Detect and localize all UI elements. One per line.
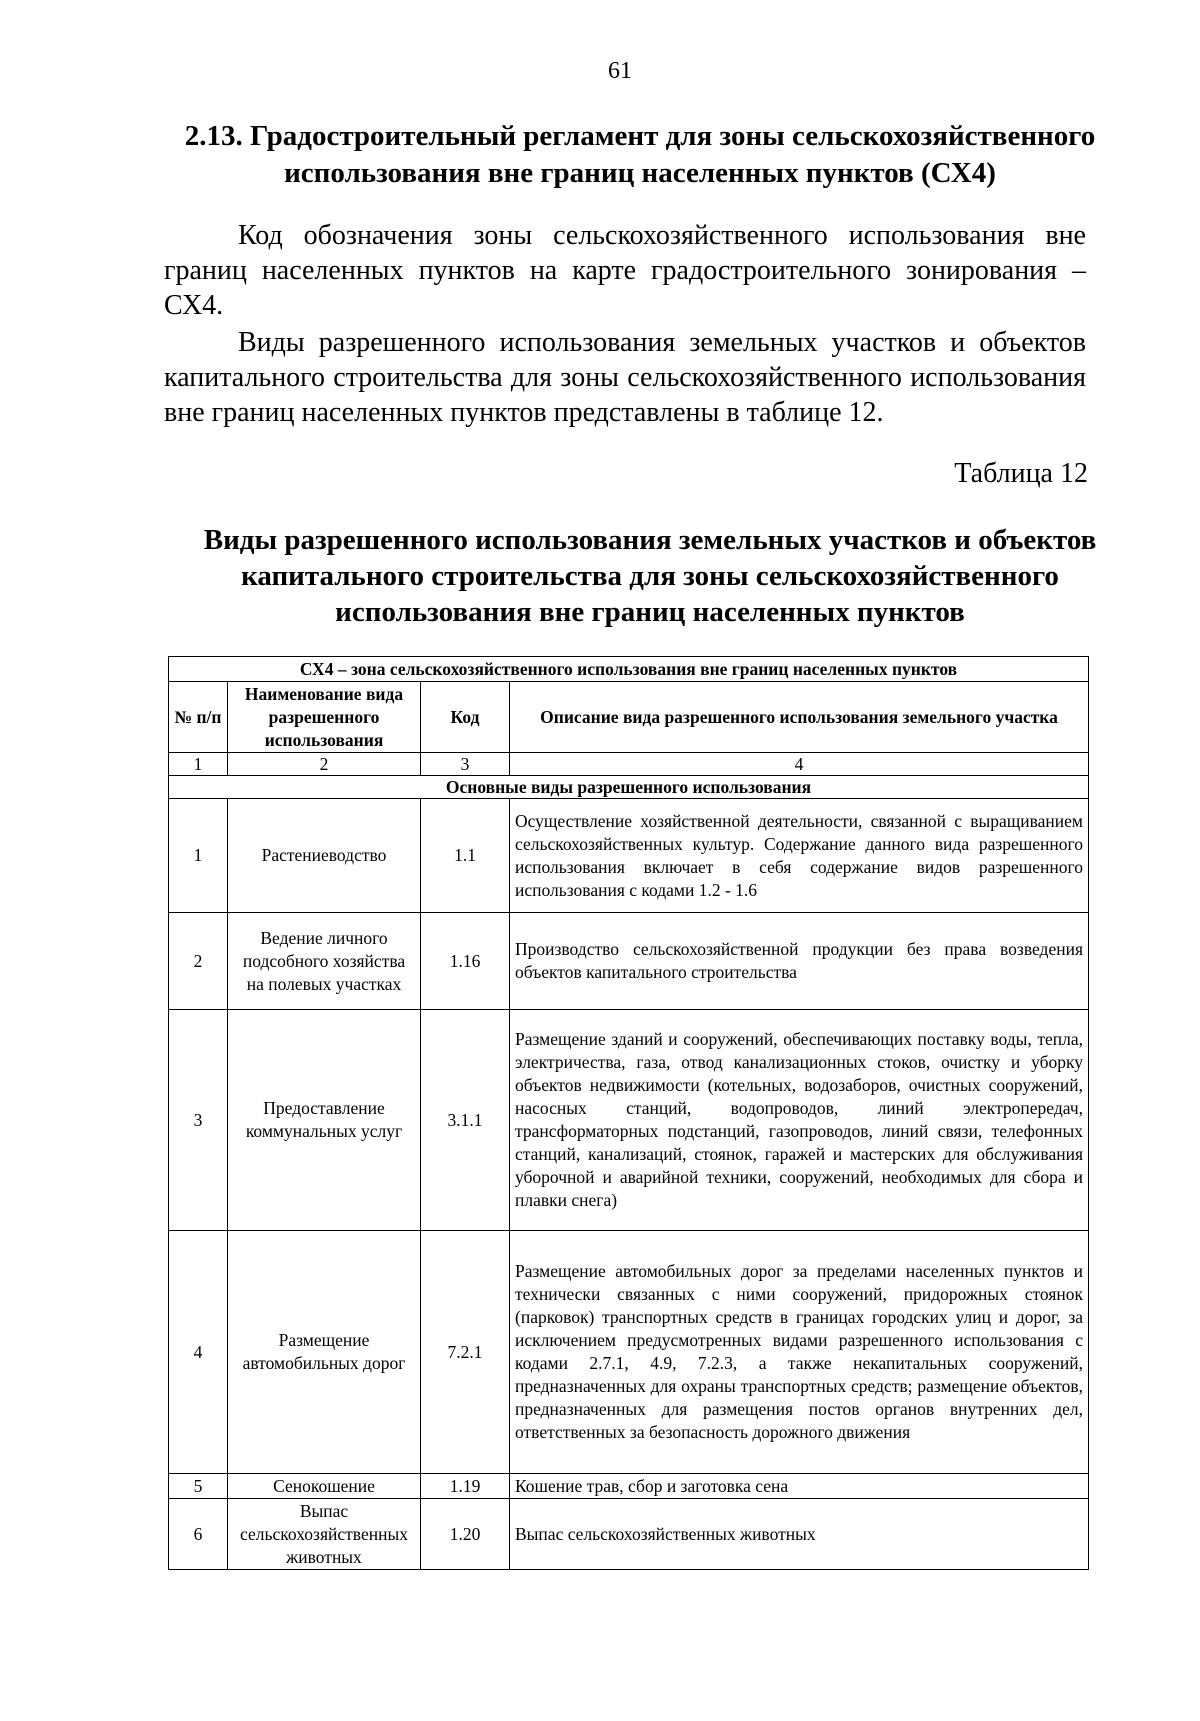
row-description: Осуществление хозяйственной деятельности, связанной с выращиванием сельскохозяйственных культур. Содержание данного вида разрешенного использования включает в себя содержание видов разрешенного использования с кодами 1.2 - 1.6 [510, 799, 1089, 913]
row-name: Предоставление коммунальных услуг [228, 1010, 421, 1231]
column-number: 1 [169, 753, 228, 776]
table-row [169, 1474, 1089, 1499]
row-description: Размещение автомобильных дорог за пределами населенных пунктов и технически связанных с ними сооружений, придорожных стоянок (парковок) транспортных средств в границах городских улиц и дорог, за исключением предусмотренных видами разрешенного использования с кодами 2.7.1, 4.9, 7.2.3, а также некапитальных сооружений, предназначенных для охраны транспортных средств; размещение объектов, предназначенных для размещения постов органов внутренних дел, ответственных за безопасность дорожного движения [510, 1231, 1089, 1474]
table-title-line: капитального строительства для зоны сельскохозяйственного [241, 560, 1059, 592]
row-code: 1.20 [421, 1499, 510, 1570]
row-name: Выпас сельскохозяйственных животных [228, 1499, 421, 1570]
paragraph: Виды разрешенного использования земельных участков и объектов капитального строительства для зоны сельскохозяйственного использования вне границ населенных пунктов представлены в таблице 12. [164, 327, 1086, 428]
page-number: 61 [608, 58, 632, 84]
row-number: 5 [169, 1474, 228, 1499]
column-number: 3 [421, 753, 510, 776]
row-number: 2 [169, 913, 228, 1010]
column-number-row [169, 753, 1089, 776]
column-number: 2 [228, 753, 421, 776]
row-description: Кошение трав, сбор и заготовка сена [510, 1474, 1089, 1499]
column-header-num: № п/п [169, 682, 228, 753]
row-name: Размещение автомобильных дорог [228, 1231, 421, 1474]
group-label: Основные виды разрешенного использования [169, 776, 1089, 799]
column-header-description: Описание вида разрешенного использования земельного участка [510, 682, 1089, 753]
row-number: 4 [169, 1231, 228, 1474]
row-code: 7.2.1 [421, 1231, 510, 1474]
row-name: Ведение личного подсобного хозяйства на полевых участках [228, 913, 421, 1010]
row-description: Размещение зданий и сооружений, обеспечивающих поставку воды, тепла, электричества, газа, отвод канализационных стоков, очистку и уборку объектов недвижимости (котельных, водозаборов, очистных сооружений, насосных станций, водопроводов, линий электропередач, трансформаторных подстанций, газопроводов, линий связи, телефонных станций, канализаций, стоянок, гаражей и мастерских для обслуживания уборочной и аварийной техники, сооружений, необходимых для сбора и плавки снега) [510, 1010, 1089, 1231]
table-row [169, 1231, 1089, 1474]
table-caption: Таблица 12 [954, 458, 1088, 489]
row-code: 3.1.1 [421, 1010, 510, 1231]
row-number: 6 [169, 1499, 228, 1570]
column-header-name: Наименование вида разрешенного использования [228, 682, 421, 753]
table-title [150, 522, 1150, 630]
paragraph: Код обозначения зоны сельскохозяйственного использования вне границ населенных пунктов на карте градостроительного зонирования – СХ4. [164, 220, 1086, 321]
zone-header: СХ4 – зона сельскохозяйственного использования вне границ населенных пунктов [169, 657, 1089, 682]
zone-header-row [169, 657, 1089, 682]
row-number: 3 [169, 1010, 228, 1231]
section-title [150, 118, 1130, 192]
body-text [164, 218, 1086, 432]
table-title-line: Виды разрешенного использования земельных участков и объектов [203, 524, 1097, 556]
column-number: 4 [510, 753, 1089, 776]
table-row [169, 913, 1089, 1010]
row-description: Выпас сельскохозяйственных животных [510, 1499, 1089, 1570]
group-row [169, 776, 1089, 799]
table-row [169, 1010, 1089, 1231]
table-row [169, 799, 1089, 913]
section-title-line: 2.13. Градостроительный регламент для зоны сельскохозяйственного [184, 120, 1096, 152]
table-title-line: использования вне границ населенных пунктов [335, 596, 965, 628]
row-code: 1.1 [421, 799, 510, 913]
section-title-line: использования вне границ населенных пунктов (СХ4) [284, 157, 996, 189]
row-code: 1.16 [421, 913, 510, 1010]
row-description: Производство сельскохозяйственной продукции без права возведения объектов капитального строительства [510, 913, 1089, 1010]
table-row [169, 1499, 1089, 1570]
column-header-code: Код [421, 682, 510, 753]
row-name: Сенокошение [228, 1474, 421, 1499]
regulation-table [168, 656, 1089, 1570]
row-code: 1.19 [421, 1474, 510, 1499]
row-number: 1 [169, 799, 228, 913]
column-header-row [169, 682, 1089, 753]
row-name: Растениеводство [228, 799, 421, 913]
